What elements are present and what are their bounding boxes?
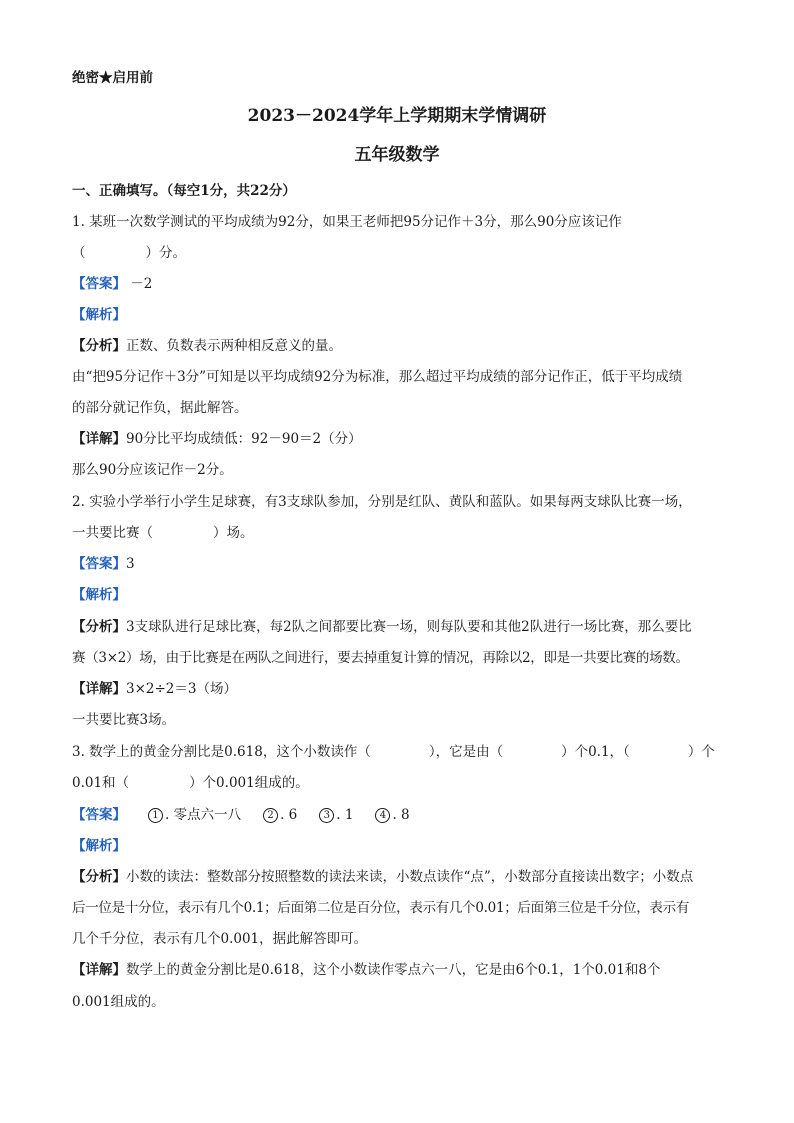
q3-answer-3-text: . 1 (336, 807, 354, 823)
q3-text-line1 (72, 742, 732, 762)
q3-line1-b: ），它是由（ (428, 744, 504, 760)
q3-detail (72, 960, 732, 980)
q1-conclusion: 那么90分应该记作－2分。 (72, 462, 233, 478)
fenxi-tag: 【分析】 (72, 869, 126, 885)
q3-fenxi (72, 867, 732, 887)
q3-answer-3 (319, 805, 353, 825)
detail-tag: 【详解】 (72, 962, 126, 978)
answer-tag: 【答案】 (72, 556, 126, 572)
q3-line1-a: 3. 数学上的黄金分割比是0.618，这个小数读作（ (72, 744, 371, 760)
q2-answer-value: 3 (126, 556, 135, 572)
q1-answer (72, 274, 732, 294)
q3-para2: 后一位是十分位，表示有几个0.1；后面第二位是百分位，表示有几个0.01；后面第三位是千分位，表示有 (72, 900, 690, 916)
answer-tag: 【答案】 (72, 276, 126, 292)
q2-conclusion: 一共要比赛3场。 (72, 712, 176, 728)
detail-tag: 【详解】 (72, 431, 126, 447)
q1-blank-close: ）分。 (145, 245, 186, 261)
q3-detail-text: 数学上的黄金分割比是0.618，这个小数读作零点六一八，它是由6个0.1，1个0.01和8个 (126, 962, 661, 978)
q3-fenxi-text: 小数的读法：整数部分按照整数的读法来读，小数点读作“点”，小数部分直接读出数字；小数点 (126, 869, 694, 885)
circled-number: 2 (263, 808, 278, 823)
q1-blank-open: （ (72, 245, 86, 261)
q3-line2-b: ）个0.001组成的。 (189, 775, 309, 791)
q1-analysis-tag: 【解析】 (72, 307, 126, 323)
q3-answer (72, 805, 732, 825)
q1-text-line1: 1. 某班一次数学测试的平均成绩为92分，如果王老师把95分记作＋3分，那么90分应该记作 (72, 214, 622, 230)
q1-detail-text: 90分比平均成绩低：92－90＝2（分） (126, 431, 362, 447)
q3-answer-2 (263, 805, 297, 825)
q3-analysis-tag: 【解析】 (72, 838, 126, 854)
circled-number: 4 (375, 808, 390, 823)
q2-para2: 赛（3×2）场，由于比赛是在两队之间进行，要去掉重复计算的情况，再除以2，即是一共要比赛的场数。 (72, 650, 689, 666)
q3-para3: 几个千分位，表示有几个0.001，据此解答即可。 (72, 931, 368, 947)
fenxi-tag: 【分析】 (72, 338, 126, 354)
q3-text-line2 (72, 773, 732, 793)
q3-line1-c: ）个0.1，（ (561, 744, 630, 760)
q2-detail (72, 679, 732, 699)
page-title: 2023－2024学年上学期期末学情调研 (247, 106, 547, 126)
q1-detail (72, 429, 732, 449)
q3-detail-line2: 0.001组成的。 (72, 994, 165, 1010)
q2-fenxi-text: 3支球队进行足球比赛，每2队之间都要比赛一场，则每队要和其他2队进行一场比赛，那么要比 (126, 619, 692, 635)
q2-analysis-tag: 【解析】 (72, 587, 126, 603)
q3-answer-4-text: . 8 (392, 807, 410, 823)
section-heading: 一、正确填写。（每空1分，共22分） (72, 183, 296, 199)
q2-blank-open: 一共要比赛（ (72, 525, 153, 541)
page-subtitle: 五年级数学 (354, 145, 440, 165)
circled-number: 3 (319, 808, 334, 823)
secret-label: 绝密★启用前 (72, 70, 153, 86)
q3-line1-d: ）个 (687, 744, 715, 760)
q3-answer-1 (148, 805, 241, 825)
q2-text-line1: 2. 实验小学举行小学生足球赛，有3支球队参加，分别是红队、黄队和蓝队。如果每两支球队比赛一场， (72, 494, 692, 510)
q3-answer-1-text: . 零点六一八 (165, 807, 242, 823)
fenxi-tag: 【分析】 (72, 619, 126, 635)
q1-text-line2 (72, 243, 732, 263)
q2-answer (72, 554, 732, 574)
circled-number: 1 (148, 808, 163, 823)
q3-answer-2-text: . 6 (280, 807, 298, 823)
q1-para1: 由“把95分记作＋3分”可知是以平均成绩92分为标准，那么超过平均成绩的部分记作正，低于平均成绩 (72, 369, 683, 385)
q1-fenxi-text: 正数、负数表示两种相反意义的量。 (126, 338, 342, 354)
answer-tag: 【答案】 (72, 807, 126, 823)
q2-blank-close: ）场。 (213, 525, 254, 541)
q2-detail-text: 3×2÷2＝3（场） (126, 681, 237, 697)
q1-answer-value: －2 (130, 276, 153, 292)
q1-fenxi (72, 336, 732, 356)
q3-line2-a: 0.01和（ (72, 775, 130, 791)
q2-text-line2 (72, 523, 732, 543)
q1-para2: 的部分就记作负，据此解答。 (72, 400, 248, 416)
q3-answer-4 (375, 805, 409, 825)
detail-tag: 【详解】 (72, 681, 126, 697)
q2-fenxi (72, 617, 732, 637)
